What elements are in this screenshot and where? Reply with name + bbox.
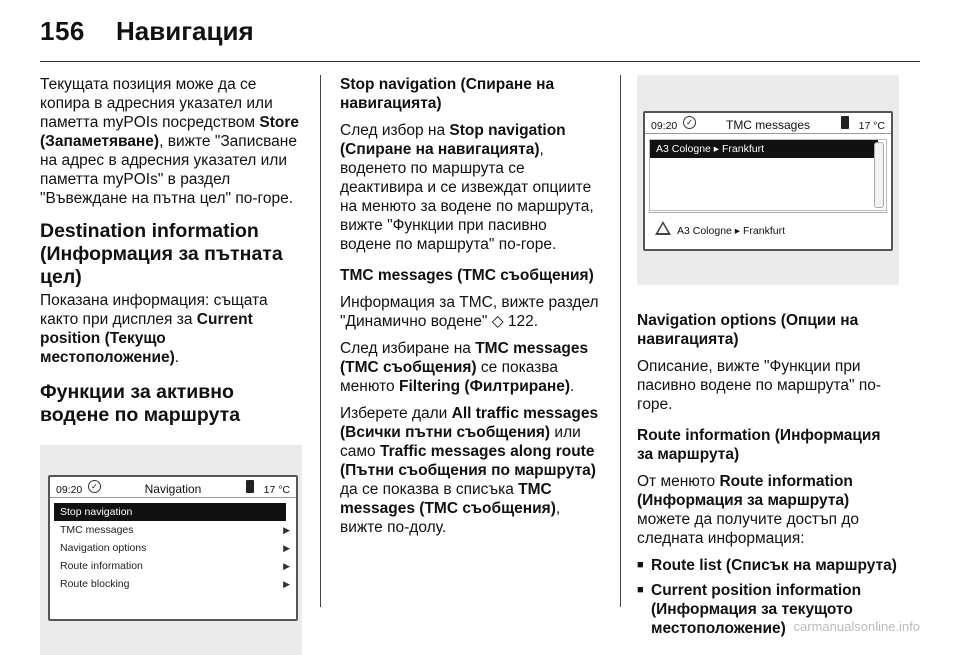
- phone-icon: [246, 480, 254, 493]
- column-divider-1: [320, 75, 321, 607]
- guidance-status-icon: ✓: [683, 116, 696, 129]
- menu-item-stop-navigation[interactable]: Stop navigation: [54, 503, 286, 521]
- chevron-right-icon: ▶: [283, 561, 290, 571]
- section-title: Навигация: [116, 16, 254, 46]
- paragraph-store: Текущата позиция може да се копира в адресния указател или паметта myPOIs посредством Store (Запаметяване), вижте "Записване на адрес в адресния указател или паметта myPOIs" в раздел "Въвеждане на пътна цел" по-горе.: [40, 76, 299, 207]
- heading-destination-information: Destination information (Информация за пътната цел): [40, 220, 283, 288]
- tmc-message-list: [649, 139, 887, 211]
- heading-stop-navigation: Stop navigation (Спиране на навигацията): [340, 76, 555, 112]
- page-header: [40, 16, 920, 52]
- paragraph-navigation-options: Описание, вижте "Функции при пасивно водене по маршрута" по-горе.: [637, 358, 882, 413]
- page-number: 156: [40, 16, 85, 46]
- heading-tmc-messages: TMC messages (TMC съобщения): [340, 267, 594, 284]
- navigation-menu-screenshot: [40, 445, 302, 655]
- screen-title: Navigation: [144, 482, 202, 496]
- screen-title: TMC messages: [725, 118, 811, 132]
- paragraph-tmc-selection: Изберете дали All traffic messages (Всички пътни съобщения) или само Traffic messages along route (Пътни съобщения по маршрута) да се показва в списъка TMC messages (TMC съобщения), вижте по-долу.: [340, 405, 599, 536]
- clock: 09:20: [651, 120, 678, 132]
- tmc-messages-screenshot: [637, 75, 899, 285]
- status-bar: [645, 113, 891, 134]
- column-1: [40, 75, 302, 655]
- column-2: [340, 75, 602, 545]
- paragraph-destination: Показана информация: същата както при дисплея за Current position (Текущо местоположение).: [40, 292, 268, 366]
- paragraph-tmc-info: Информация за TMC, вижте раздел "Динамично водене" ◇ 122.: [340, 294, 599, 330]
- menu-item-tmc-messages[interactable]: TMC messages ▶: [54, 521, 296, 539]
- paragraph-route-information: От менюто Route information (Информация за маршрута) можете да получите достъп до следната информация:: [637, 473, 860, 547]
- traffic-warning-icon: [655, 221, 671, 235]
- status-bar: [50, 477, 296, 498]
- guidance-status-icon: ✓: [88, 480, 101, 493]
- scrollbar[interactable]: [874, 142, 884, 208]
- temperature: 17 °C: [263, 484, 290, 496]
- column-3: [637, 75, 899, 644]
- paragraph-stop-navigation: След избор на Stop navigation (Спиране на навигацията), воденето по маршрута се деактивира и се извеждат опциите на менюто за водене по маршрута, вижте "Функции при пасивно водене по маршрута" по-горе.: [340, 122, 594, 253]
- navigation-screen: [48, 475, 298, 621]
- list-item: ■ Route list (Списък на маршрута): [637, 556, 899, 575]
- tmc-message-detail: [649, 212, 887, 245]
- chevron-right-icon: ▶: [283, 525, 290, 535]
- watermark: carmanualsonline.info: [793, 619, 920, 634]
- tmc-screen: [643, 111, 893, 251]
- header-divider: [40, 61, 920, 62]
- chevron-right-icon: ▶: [283, 579, 290, 589]
- menu-item-route-information[interactable]: Route information ▶: [54, 557, 296, 575]
- tmc-detail-text: A3 Cologne ▸ Frankfurt: [677, 225, 785, 237]
- list-item: ■ Current position information (Информация за текущото местоположение): [637, 581, 899, 638]
- menu-item-route-blocking[interactable]: Route blocking ▶: [54, 575, 296, 593]
- tmc-message-item[interactable]: A3 Cologne ▸ Frankfurt: [650, 140, 878, 158]
- phone-icon: [841, 116, 849, 129]
- temperature: 17 °C: [858, 120, 885, 132]
- heading-active-guidance: Функции за активно водене по маршрута: [40, 381, 241, 426]
- menu-item-navigation-options[interactable]: Navigation options ▶: [54, 539, 296, 557]
- chevron-right-icon: ▶: [283, 543, 290, 553]
- column-divider-2: [620, 75, 621, 607]
- clock: 09:20: [56, 484, 83, 496]
- paragraph-tmc-filtering: След избиране на TMC messages (TMC съобщения) се показва менюто Filtering (Филтриране).: [340, 340, 589, 395]
- heading-navigation-options: Navigation options (Опции на навигацията): [637, 312, 859, 348]
- heading-route-information: Route information (Информация за маршрута): [637, 427, 881, 463]
